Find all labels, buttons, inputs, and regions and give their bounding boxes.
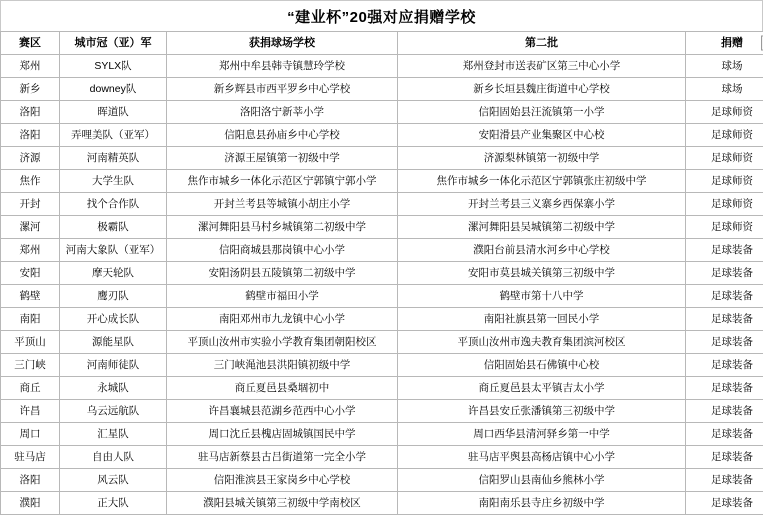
cell-field-school[interactable]: 郑州中牟县韩寺镇慧玲学校 bbox=[167, 55, 398, 78]
cell-field-school[interactable]: 信阳息县孙庙乡中心学校 bbox=[167, 124, 398, 147]
cell-second-batch[interactable]: 焦作市城乡一体化示范区宁郭镇张庄初级中学 bbox=[398, 170, 686, 193]
cell-region[interactable]: 周口 bbox=[1, 423, 60, 446]
cell-second-batch[interactable]: 周口西华县清河驿乡第一中学 bbox=[398, 423, 686, 446]
cell-city-champion[interactable]: 开心成长队 bbox=[60, 308, 167, 331]
table-row[interactable] bbox=[1, 285, 763, 308]
table-row[interactable] bbox=[1, 262, 763, 285]
cell-second-batch[interactable]: 平顶山汝州市逸夫教育集团滨河校区 bbox=[398, 331, 686, 354]
cell-second-batch[interactable]: 济源梨林镇第一初级中学 bbox=[398, 147, 686, 170]
cell-city-champion[interactable]: 极霸队 bbox=[60, 216, 167, 239]
cell-region[interactable]: 三门峡 bbox=[1, 354, 60, 377]
table-row[interactable] bbox=[1, 308, 763, 331]
cell-region[interactable]: 南阳 bbox=[1, 308, 60, 331]
cell-donation[interactable]: 足球装备 bbox=[686, 446, 763, 469]
table-row[interactable] bbox=[1, 354, 763, 377]
cell-city-champion[interactable]: 乌云远航队 bbox=[60, 400, 167, 423]
cell-region[interactable]: 商丘 bbox=[1, 377, 60, 400]
cell-region[interactable]: 新乡 bbox=[1, 78, 60, 101]
cell-region[interactable]: 漯河 bbox=[1, 216, 60, 239]
cell-field-school[interactable]: 濮阳县城关镇第三初级中学南校区 bbox=[167, 492, 398, 515]
table-row[interactable] bbox=[1, 446, 763, 469]
table-row[interactable] bbox=[1, 124, 763, 147]
cell-region[interactable]: 开封 bbox=[1, 193, 60, 216]
donation-table bbox=[0, 31, 763, 515]
cell-second-batch[interactable]: 安阳滑县产业集聚区中心校 bbox=[398, 124, 686, 147]
cell-region[interactable]: 濮阳 bbox=[1, 492, 60, 515]
cell-donation[interactable]: 足球装备 bbox=[686, 400, 763, 423]
table-row[interactable] bbox=[1, 331, 763, 354]
cell-donation[interactable]: 球场 bbox=[686, 78, 763, 101]
cell-second-batch[interactable]: 许昌县安丘张潘镇第三初级中学 bbox=[398, 400, 686, 423]
cell-region[interactable]: 洛阳 bbox=[1, 124, 60, 147]
cell-field-school[interactable]: 商丘夏邑县桑堌初中 bbox=[167, 377, 398, 400]
column-header-donation[interactable] bbox=[686, 32, 763, 55]
cell-second-batch[interactable]: 南阳南乐县寺庄乡初级中学 bbox=[398, 492, 686, 515]
cell-field-school[interactable]: 安阳汤阴县五陵镇第二初级中学 bbox=[167, 262, 398, 285]
cell-region[interactable]: 济源 bbox=[1, 147, 60, 170]
cell-city-champion[interactable]: 河南师徒队 bbox=[60, 354, 167, 377]
cell-second-batch[interactable]: 郑州登封市送表矿区第三中心小学 bbox=[398, 55, 686, 78]
cell-city-champion[interactable]: downey队 bbox=[60, 78, 167, 101]
cell-field-school[interactable]: 焦作市城乡一体化示范区宁郭镇宁郭小学 bbox=[167, 170, 398, 193]
cell-region[interactable]: 郑州 bbox=[1, 239, 60, 262]
cell-donation[interactable]: 足球师资 bbox=[686, 147, 763, 170]
cell-second-batch[interactable]: 濮阳台前县清水河乡中心学校 bbox=[398, 239, 686, 262]
cell-city-champion[interactable]: 大学生队 bbox=[60, 170, 167, 193]
table-row[interactable] bbox=[1, 423, 763, 446]
cell-donation[interactable]: 足球师资 bbox=[686, 170, 763, 193]
cell-second-batch[interactable]: 南阳社旗县第一回民小学 bbox=[398, 308, 686, 331]
column-header-city-champion[interactable]: 城市冠（亚）军 bbox=[60, 32, 167, 55]
table-header-row bbox=[1, 32, 763, 55]
cell-region[interactable]: 洛阳 bbox=[1, 469, 60, 492]
cell-city-champion[interactable]: 源能星队 bbox=[60, 331, 167, 354]
cell-donation[interactable]: 足球装备 bbox=[686, 262, 763, 285]
cell-donation[interactable]: 足球装备 bbox=[686, 308, 763, 331]
cell-field-school[interactable]: 济源王屋镇第一初级中学 bbox=[167, 147, 398, 170]
cell-donation[interactable]: 足球师资 bbox=[686, 101, 763, 124]
cell-field-school[interactable]: 周口沈丘县槐店固城镇国民中学 bbox=[167, 423, 398, 446]
column-header-second-batch[interactable]: 第二批 bbox=[398, 32, 686, 55]
cell-city-champion[interactable]: 鹰刃队 bbox=[60, 285, 167, 308]
column-header-donation-label: 捐赠 bbox=[721, 37, 743, 49]
cell-donation[interactable]: 足球装备 bbox=[686, 469, 763, 492]
cell-second-batch[interactable]: 信阳固始县汪流镇第一小学 bbox=[398, 101, 686, 124]
cell-city-champion[interactable]: 晖道队 bbox=[60, 101, 167, 124]
cell-donation[interactable]: 足球装备 bbox=[686, 239, 763, 262]
cell-region[interactable]: 驻马店 bbox=[1, 446, 60, 469]
cell-city-champion[interactable]: 正大队 bbox=[60, 492, 167, 515]
cell-second-batch[interactable]: 商丘夏邑县太平镇吉太小学 bbox=[398, 377, 686, 400]
table-header bbox=[1, 32, 763, 55]
table-row[interactable] bbox=[1, 147, 763, 170]
cell-city-champion[interactable]: 河南大象队（亚军） bbox=[60, 239, 167, 262]
cell-field-school[interactable]: 三门峡渑池县洪阳镇初级中学 bbox=[167, 354, 398, 377]
cell-city-champion[interactable]: 汇星队 bbox=[60, 423, 167, 446]
cell-second-batch[interactable]: 新乡长垣县魏庄街道中心学校 bbox=[398, 78, 686, 101]
cell-region[interactable]: 鹤壁 bbox=[1, 285, 60, 308]
table-row[interactable] bbox=[1, 101, 763, 124]
cell-city-champion[interactable]: 弄哩美队（亚军） bbox=[60, 124, 167, 147]
table-body bbox=[1, 55, 763, 515]
table-row[interactable] bbox=[1, 492, 763, 515]
cell-second-batch[interactable]: 鹤壁市第十八中学 bbox=[398, 285, 686, 308]
cell-city-champion[interactable]: 自由人队 bbox=[60, 446, 167, 469]
table-row[interactable] bbox=[1, 78, 763, 101]
cell-field-school[interactable]: 平顶山汝州市实验小学教育集团朝阳校区 bbox=[167, 331, 398, 354]
cell-donation[interactable]: 球场 bbox=[686, 55, 763, 78]
table-row[interactable] bbox=[1, 170, 763, 193]
cell-second-batch[interactable]: 开封兰考县三义寨乡西保寨小学 bbox=[398, 193, 686, 216]
cell-donation[interactable]: 足球装备 bbox=[686, 423, 763, 446]
column-header-region[interactable]: 赛区 bbox=[1, 32, 60, 55]
cell-region[interactable]: 焦作 bbox=[1, 170, 60, 193]
cell-city-champion[interactable]: 永城队 bbox=[60, 377, 167, 400]
cell-region[interactable]: 安阳 bbox=[1, 262, 60, 285]
cell-field-school[interactable]: 开封兰考县等城镇小胡庄小学 bbox=[167, 193, 398, 216]
cell-city-champion[interactable]: 找个合作队 bbox=[60, 193, 167, 216]
cell-region[interactable]: 洛阳 bbox=[1, 101, 60, 124]
cell-donation[interactable]: 足球装备 bbox=[686, 285, 763, 308]
table-row[interactable] bbox=[1, 55, 763, 78]
cell-field-school[interactable]: 南阳邓州市九龙镇中心小学 bbox=[167, 308, 398, 331]
cell-field-school[interactable]: 信阳淮滨县王家岗乡中心学校 bbox=[167, 469, 398, 492]
table-row[interactable] bbox=[1, 469, 763, 492]
page-title: “建业杯”20强对应捐赠学校 bbox=[0, 0, 763, 31]
cell-city-champion[interactable]: 河南精英队 bbox=[60, 147, 167, 170]
cell-field-school[interactable]: 漯河舞阳县马村乡城镇第二初级中学 bbox=[167, 216, 398, 239]
cell-second-batch[interactable]: 驻马店平舆县高杨店镇中心小学 bbox=[398, 446, 686, 469]
cell-region[interactable]: 郑州 bbox=[1, 55, 60, 78]
cell-field-school[interactable]: 鹤壁市福田小学 bbox=[167, 285, 398, 308]
cell-region[interactable]: 平顶山 bbox=[1, 331, 60, 354]
cell-donation[interactable]: 足球装备 bbox=[686, 377, 763, 400]
cell-second-batch[interactable]: 信阳罗山县南仙乡熊林小学 bbox=[398, 469, 686, 492]
cell-field-school[interactable]: 许昌襄城县范湖乡范西中心小学 bbox=[167, 400, 398, 423]
cell-donation[interactable]: 足球装备 bbox=[686, 331, 763, 354]
cell-donation[interactable]: 足球装备 bbox=[686, 492, 763, 515]
cell-city-champion[interactable]: 风云队 bbox=[60, 469, 167, 492]
cell-field-school[interactable]: 新乡辉县市西平罗乡中心学校 bbox=[167, 78, 398, 101]
cell-donation[interactable]: 足球师资 bbox=[686, 193, 763, 216]
column-header-field-school[interactable]: 获捐球场学校 bbox=[167, 32, 398, 55]
cell-second-batch[interactable]: 安阳市莫县城关镇第三初级中学 bbox=[398, 262, 686, 285]
table-row[interactable] bbox=[1, 216, 763, 239]
cell-second-batch[interactable]: 漯河舞阳县吴城镇第二初级中学 bbox=[398, 216, 686, 239]
cell-region[interactable]: 许昌 bbox=[1, 400, 60, 423]
cell-city-champion[interactable]: SYLX队 bbox=[60, 55, 167, 78]
cell-donation[interactable]: 足球装备 bbox=[686, 354, 763, 377]
cell-city-champion[interactable]: 摩天轮队 bbox=[60, 262, 167, 285]
table-row[interactable] bbox=[1, 239, 763, 262]
table-row[interactable] bbox=[1, 400, 763, 423]
cell-field-school[interactable]: 驻马店新蔡县古吕街道第一完全小学 bbox=[167, 446, 398, 469]
table-row[interactable] bbox=[1, 193, 763, 216]
cell-donation[interactable]: 足球师资 bbox=[686, 124, 763, 147]
table-row[interactable] bbox=[1, 377, 763, 400]
cell-second-batch[interactable]: 信阳固始县石佛镇中心校 bbox=[398, 354, 686, 377]
cell-donation[interactable]: 足球师资 bbox=[686, 216, 763, 239]
cell-field-school[interactable]: 信阳商城县那岗镇中心小学 bbox=[167, 239, 398, 262]
cell-field-school[interactable]: 洛阳洛宁新莘小学 bbox=[167, 101, 398, 124]
